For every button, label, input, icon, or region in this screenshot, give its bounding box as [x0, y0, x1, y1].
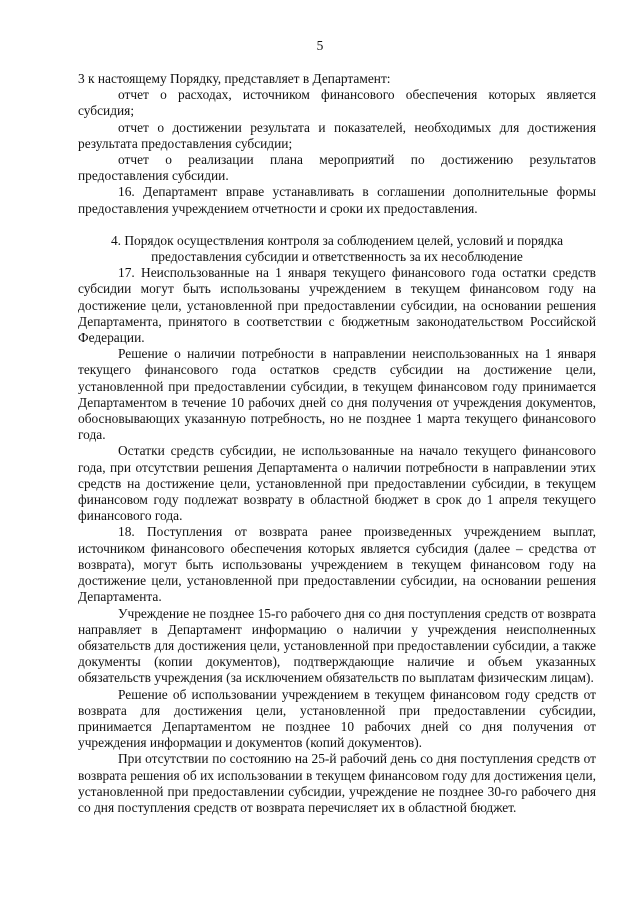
paragraph-18-decision: Решение об использовании учреждением в текущем финансовом году средств от возврата для достижения цели, установленной при предоставлении субсидии, принимается Департаментом не позднее 10 рабочих дней со дня получения от учреждения информации и документов (копий документов).	[78, 686, 596, 751]
page-number: 5	[316, 38, 324, 53]
paragraph-16: 16. Департамент вправе устанавливать в соглашении дополнительные формы предоставления учреждением отчетности и сроки их предоставления.	[78, 184, 596, 216]
paragraph-report-expenses: отчет о расходах, источником финансового обеспечения которых является субсидия;	[78, 87, 596, 119]
paragraph-18-return: При отсутствии по состоянию на 25-й рабочий день со дня поступления средств от возврата решения об их использовании в текущем финансовом году для достижения цели, установленной при предоставлении субсидии, учреждение не позднее 30-го рабочего дня со дня поступления средств от возврата перечисляет их в областной бюджет.	[78, 751, 596, 815]
paragraph-18: 18. Поступления от возврата ранее произведенных учреждением выплат, источником финансового обеспечения которых является субсидия (далее – средства от возврата), могут быть использованы учреждением в текущем финансовом году на достижение цели, установленной при предоставлении субсидии, на основании решения Департамента.	[78, 524, 596, 605]
document-body	[78, 71, 596, 816]
paragraph-report-results: отчет о достижении результата и показателей, необходимых для достижения результата предоставления субсидии;	[78, 119, 596, 151]
paragraph-report-plan: отчет о реализации плана мероприятий по достижению результатов предоставления субсидии.	[78, 152, 596, 184]
paragraph-17-remainders: Остатки средств субсидии, не использованные на начало текущего финансового года, при отсутствии решения Департамента о наличии потребности в направлении этих средств на достижение цели, установленной при предоставлении субсидии, в текущем финансовом году подлежат возврату в областной бюджет в срок до 1 апреля текущего финансового года.	[78, 443, 596, 524]
paragraph-17-decision: Решение о наличии потребности в направлении неиспользованных на 1 января текущего финансового года остатков средств субсидии на достижение цели, установленной при предоставлении субсидии, в текущем финансовом году принимается Департаментом в течение 10 рабочих дней со дня получения от учреждения документов, обосновывающих указанную потребность, но не позднее 1 марта текущего финансового года.	[78, 346, 596, 443]
paragraph-18-information: Учреждение не позднее 15-го рабочего дня со дня поступления средств от возврата направляет в Департамент информацию о наличии у учреждения неисполненных обязательств для достижения цели, установленной при предоставлении субсидии, а также документы (копии документов), подтверждающие наличие и объем указанных обязательств учреждения (за исключением обязательств по выплатам физическим лицам).	[78, 605, 596, 686]
paragraph-17: 17. Неиспользованные на 1 января текущего финансового года остатки средств субсидии могут быть использованы учреждением в текущем финансовом году на достижение цели, установленной при предоставлении субсидии, на основании решения Департамента, принятого в соответствии с бюджетным законодательством Российской Федерации.	[78, 265, 596, 346]
section-heading: 4. Порядок осуществления контроля за соблюдением целей, условий и порядка предоставления субсидии и ответственность за их несоблюдение	[110, 232, 564, 265]
paragraph-continuation: 3 к настоящему Порядку, представляет в Департамент:	[78, 71, 391, 86]
